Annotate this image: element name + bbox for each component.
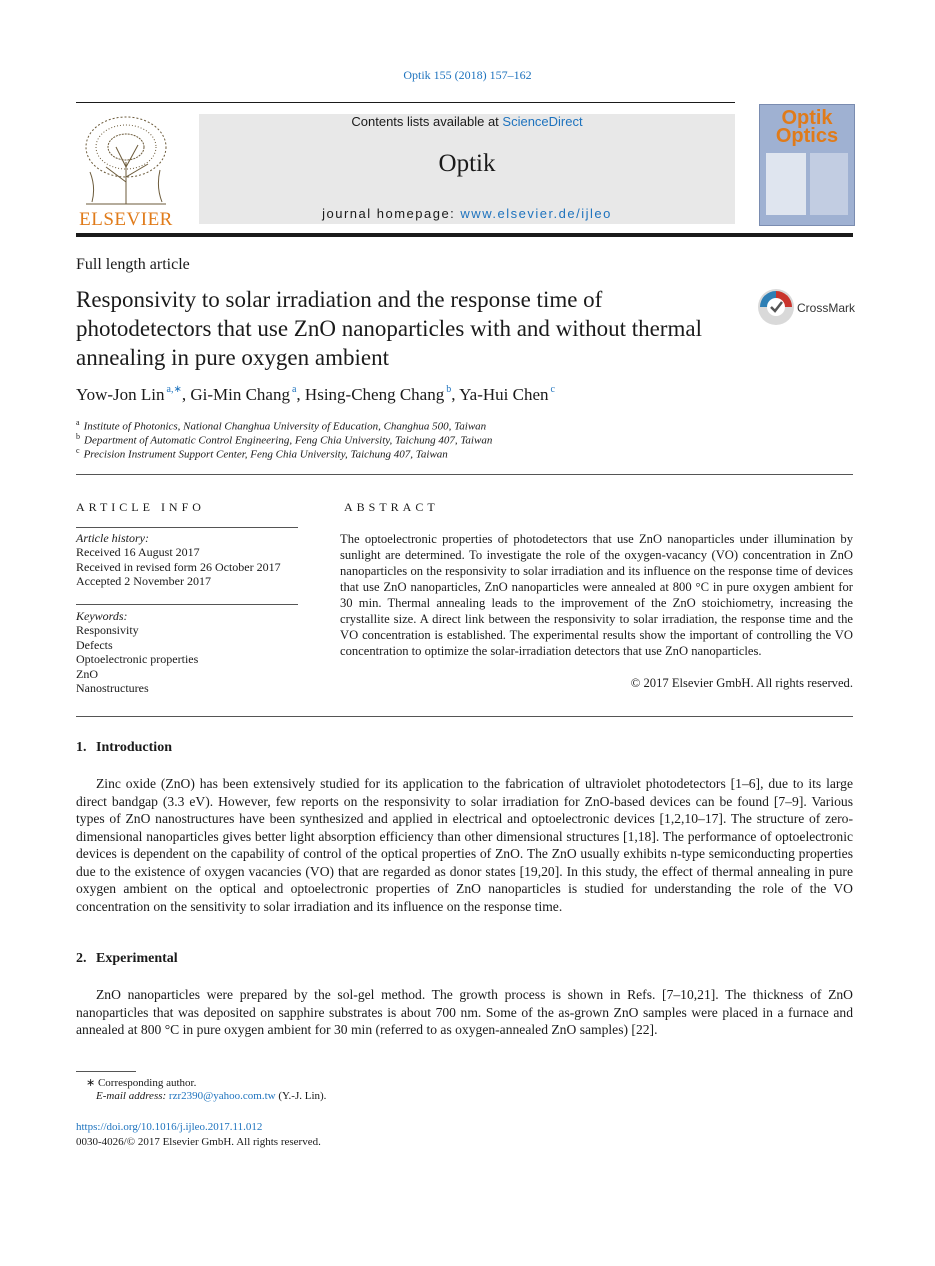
rule	[76, 716, 853, 717]
keywords	[76, 609, 298, 695]
history-item: Received 16 August 2017	[76, 545, 200, 560]
journal-name: Optik	[438, 150, 496, 177]
journal-cover[interactable]	[759, 104, 855, 226]
keywords-label: Keywords:	[76, 609, 128, 623]
rule	[76, 474, 853, 475]
keyword: Optoelectronic properties	[76, 652, 199, 667]
header-top-rule	[76, 102, 735, 103]
author: Ya-Hui Chen	[459, 385, 549, 404]
cover-panel	[766, 153, 806, 215]
cover-title: Optik Optics	[775, 107, 839, 147]
section-heading: 1. Introduction	[76, 740, 172, 755]
author: Yow-Jon Lin	[76, 385, 165, 404]
crossmark-badge[interactable]	[757, 288, 857, 328]
crossmark-icon	[757, 288, 795, 326]
history-item: Accepted 2 November 2017	[76, 574, 211, 589]
affiliation: $^b$ Department of Automatic Control Engineering, Feng Chia University, Taichung 407, Taiwan	[76, 432, 493, 447]
section-body: Zinc oxide (ZnO) has been extensively studied for its application to the fabrication of ultraviolet photodetectors [1–6], due to its large direct bandgap (3.3 eV). However, few reports on the responsivity to solar irradiation for ZnO-based devices can be found [7–9]. Various types of ZnO nanostructures have been synthesized and applied in electrical and optoelectronic devices [1,2,10–17]. The structure of zero-dimensional nanoparticles gives better light absorption efficiency than other dimensional structures [1,18]. The performance of optoelectronic devices is dependent on the capability of control of the optical properties of ZnO. The ZnO usually exhibits n-type semiconducting properties due to the existence of oxygen vacancies (VO) that are regarded as donor states [19,20]. In this study, the effect of thermal annealing in pure oxygen ambient on the optical and optoelectronic properties of ZnO nanoparticles is studied for understanding the role of the VO concentration on the sensitivity to solar irradiation and its influence on the response time.	[76, 776, 853, 914]
crossmark-label: CrossMark	[797, 301, 856, 315]
elsevier-wordmark: ELSEVIER	[79, 209, 173, 230]
corresponding-author-note: ∗ Corresponding author.	[86, 1077, 197, 1089]
history-label: Article history:	[76, 531, 149, 545]
author-affil-marker[interactable]: a,∗	[166, 384, 182, 395]
rule-spacer	[340, 527, 853, 528]
article-history	[76, 531, 298, 589]
author-affil-marker[interactable]: b	[446, 384, 452, 395]
journal-homepage: journal homepage: www.elsevier.de/ijleo	[322, 206, 612, 221]
keyword: ZnO	[76, 666, 98, 681]
elsevier-tree-icon	[76, 112, 176, 208]
affiliation: $^c$ Precision Instrument Support Center, Feng Chia University, Taichung 407, Taiwan	[76, 446, 448, 461]
footnote-rule	[76, 1071, 136, 1072]
author: Gi-Min Chang	[190, 385, 290, 404]
keyword: Defects	[76, 637, 113, 652]
cover-panel-right	[810, 153, 848, 215]
history-item: Received in revised form 26 October 2017	[76, 559, 281, 574]
abstract-copyright: © 2017 Elsevier GmbH. All rights reserved.	[630, 676, 853, 690]
section-body: ZnO nanoparticles were prepared by the sol-gel method. The growth process is shown in Refs. [7–10,21]. The thickness of ZnO nanoparticles that was deposited on sapphire substrates is about 700 nm. Some of the as-grown ZnO samples were placed in a furnace and annealed at 800 °C in pure oxygen ambient for 30 min (referred to as oxygen-annealed ZnO samples) [22].	[76, 987, 853, 1037]
article-info-heading: ARTICLE INFO	[76, 500, 205, 514]
author-list: Yow-Jon Lin $^{a,∗}$, Gi-Min Chang $^a$, Hsing-Cheng Chang $^b$, Ya-Hui Chen $^c$	[76, 384, 555, 404]
email-note: E-mail address: rzr2390@yahoo.com.tw (Y.-J. Lin).	[96, 1090, 327, 1102]
email-link[interactable]: rzr2390@yahoo.com.tw	[168, 1090, 276, 1102]
rule	[76, 527, 298, 528]
affiliation: $^a$ Institute of Photonics, National Changhua University of Education, Changhua 500, Taiwan	[76, 418, 487, 433]
article-title: Responsivity to solar irradiation and the response time of photodetectors that use ZnO nanoparticles with and without thermal annealing in pure oxygen ambient	[76, 287, 702, 370]
keyword: Nanostructures	[76, 681, 149, 696]
contents-line: Contents lists available at ScienceDirect	[351, 114, 583, 129]
doi-link[interactable]: https://doi.org/10.1016/j.ijleo.2017.11.012	[76, 1121, 263, 1133]
homepage-link[interactable]: www.elsevier.de/ijleo	[460, 206, 612, 221]
rule	[76, 604, 298, 605]
article-type: Full length article	[76, 256, 190, 273]
sciencedirect-link[interactable]: ScienceDirect	[502, 114, 583, 129]
header-thick-rule	[76, 233, 853, 237]
author: Hsing-Cheng Chang	[304, 385, 445, 404]
issn-line: 0030-4026/© 2017 Elsevier GmbH. All rights reserved.	[76, 1136, 321, 1148]
keyword: Responsivity	[76, 623, 139, 638]
journal-reference[interactable]: Optik 155 (2018) 157–162	[403, 68, 532, 82]
abstract-heading: ABSTRACT	[344, 500, 439, 514]
author-affil-marker[interactable]: a	[291, 384, 297, 395]
abstract-text: The optoelectronic properties of photodetectors that use ZnO nanoparticles under illumination by sunlight are determined. To investigate the role of the oxygen-vacancy (VO) concentration in ZnO nanoparticles on the responsivity to solar irradiation and its influence on the response time of devices that use ZnO nanoparticles, ZnO nanoparticles were annealed at 800 °C in pure oxygen ambient for 30 min. Thermal annealing leads to the improvement of the ZnO stoichiometry, increasing the crystallite size. A direct link between the responsivity to solar irradiation, the response time and the VO concentration is established. The experimental results show the important of controlling the VO concentration to optimize the solar-irradiation detectors that use ZnO nanoparticles.	[340, 532, 853, 658]
section-heading: 2. Experimental	[76, 951, 178, 966]
author-affil-marker[interactable]: c	[550, 384, 555, 395]
elsevier-logo[interactable]	[76, 112, 176, 230]
